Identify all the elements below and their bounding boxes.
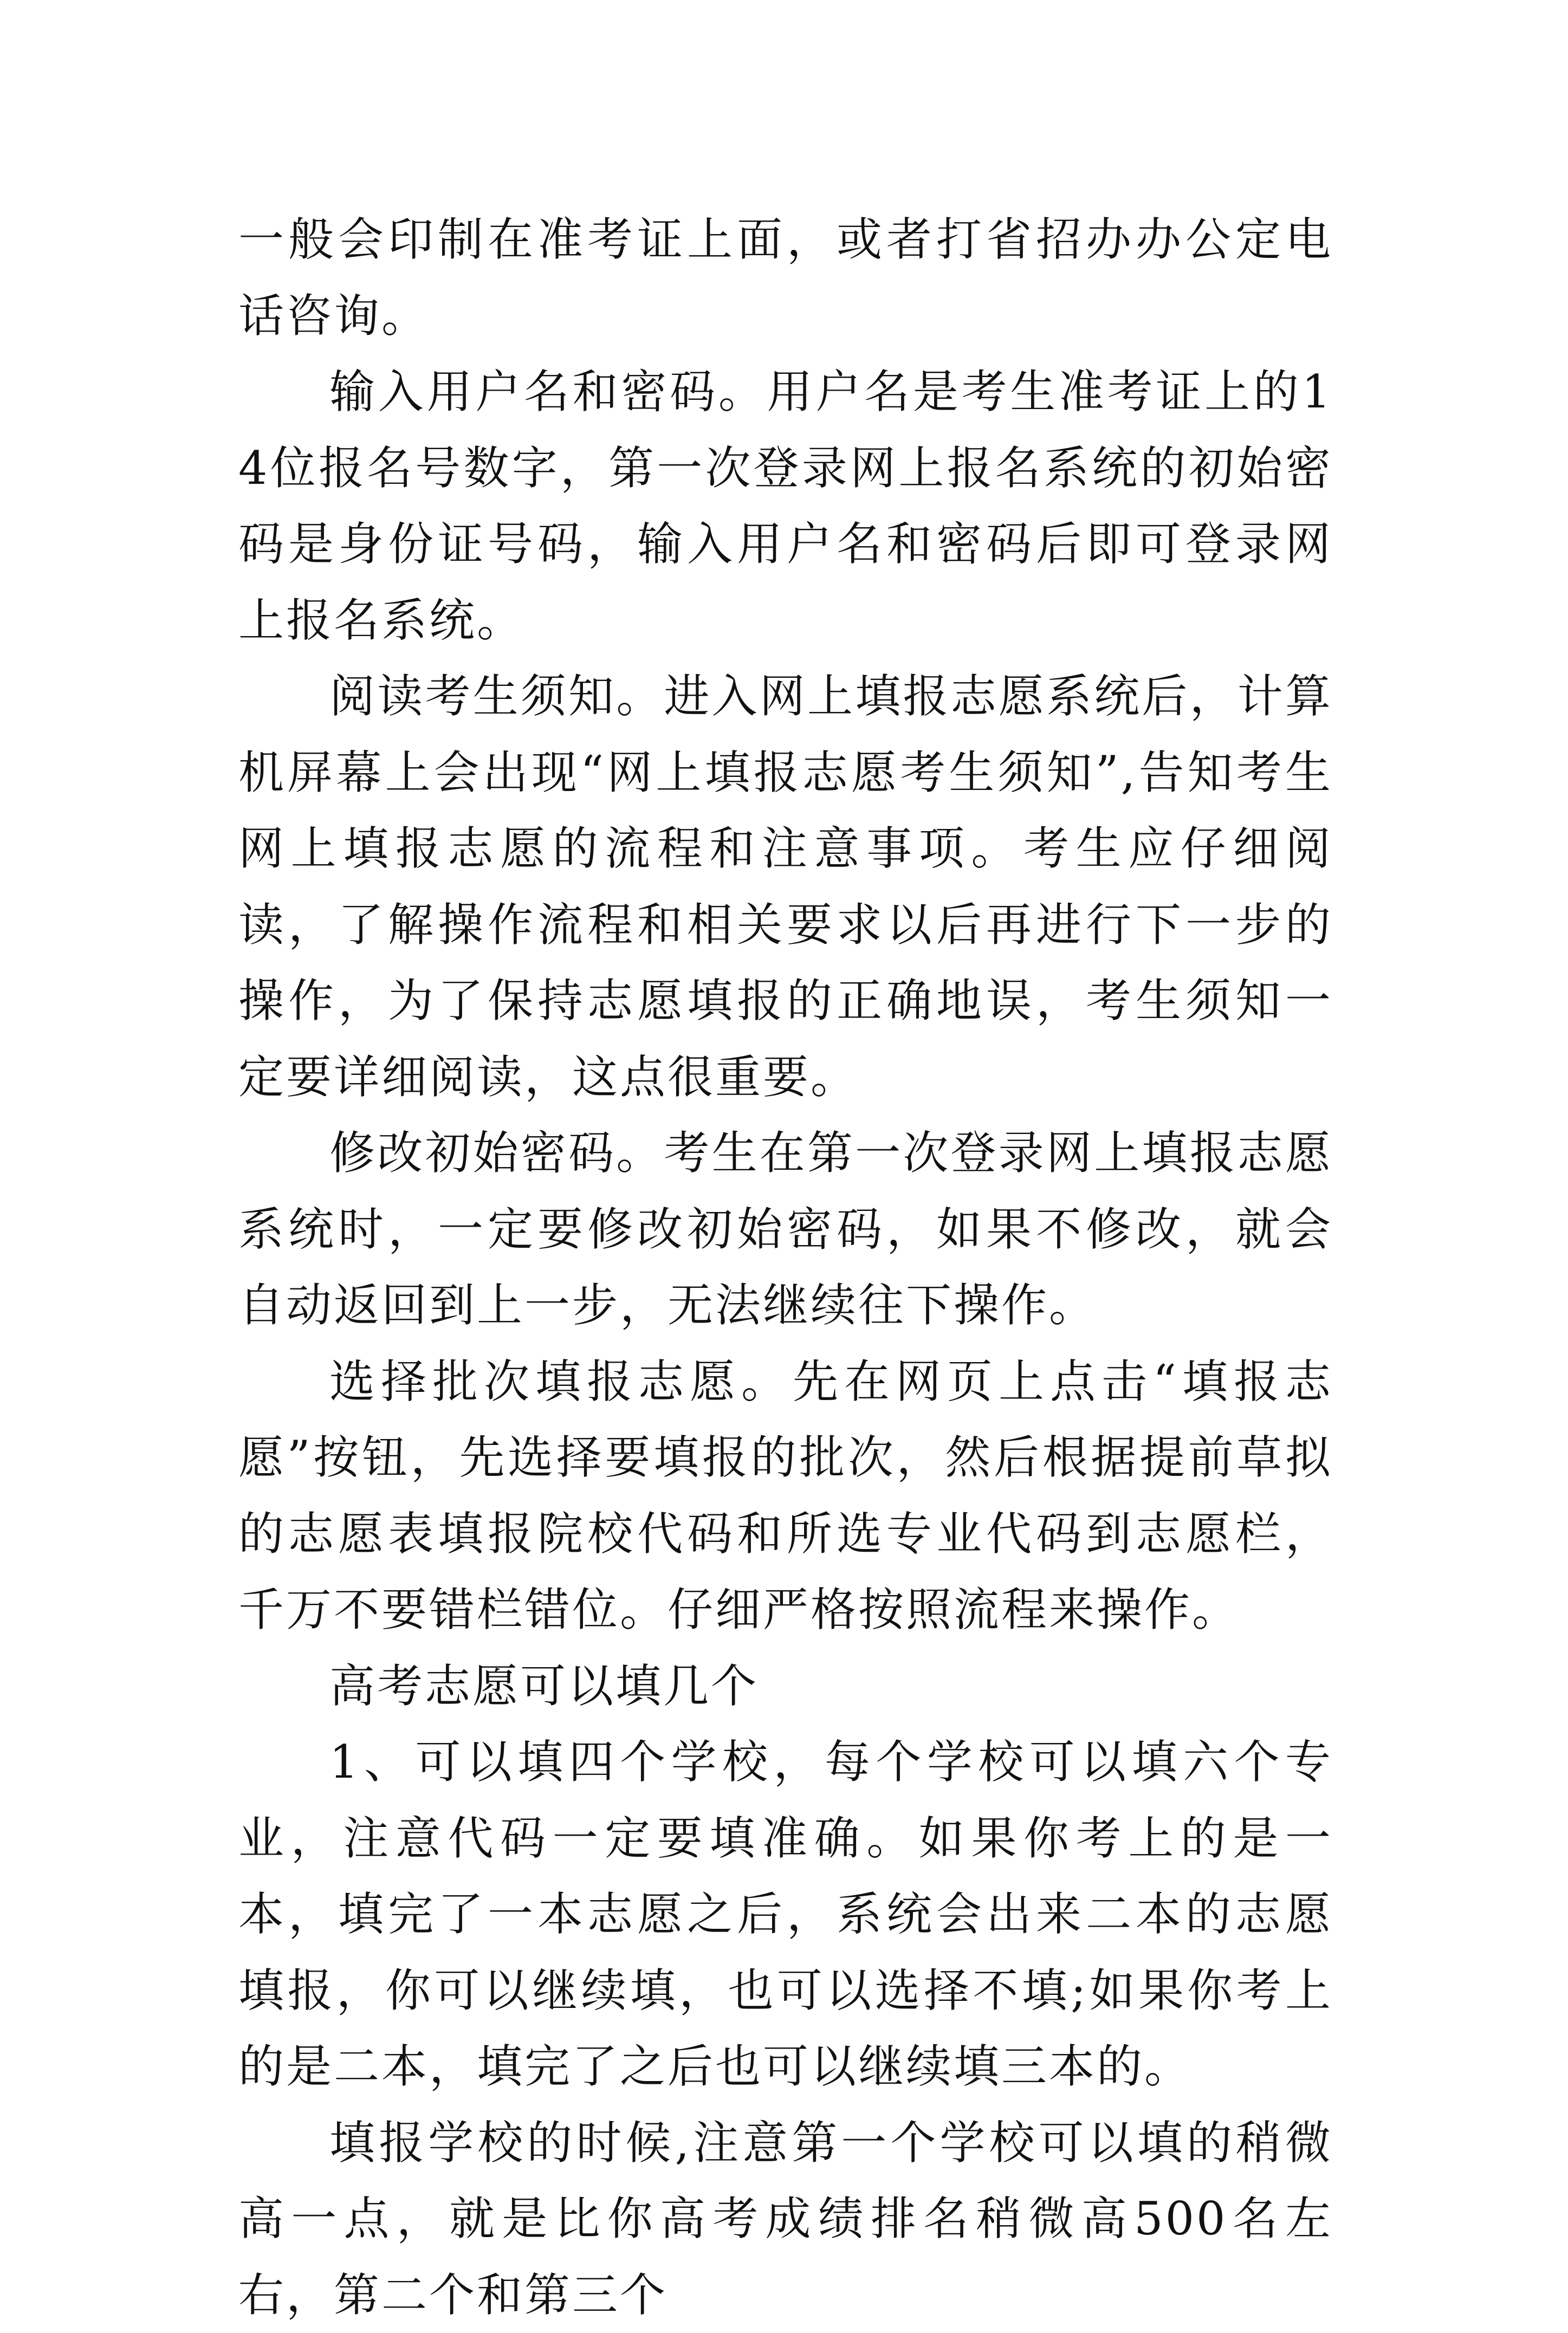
paragraph-item-1: 1、可以填四个学校，每个学校可以填六个专业，注意代码一定要填准确。如果你考上的是一本，填完了一本志愿之后，系统会出来二本的志愿填报，你可以继续填，也可以选择不填;如果你考上的是二本，填完了之后也可以继续填三本的。 (238, 1724, 1333, 2105)
paragraph-read-notice: 阅读考生须知。进入网上填报志愿系统后，计算机屏幕上会出现“网上填报志愿考生须知”,告知考生网上填报志愿的流程和注意事项。考生应仔细阅读，了解操作流程和相关要求以后再进行下一步的操作，为了保持志愿填报的正确地误，考生须知一定要详细阅读，这点很重要。 (238, 658, 1333, 1115)
section-heading: 高考志愿可以填几个 (238, 1648, 1333, 1725)
paragraph-change-password: 修改初始密码。考生在第一次登录网上填报志愿系统时，一定要修改初始密码，如果不修改，就会自动返回到上一步，无法继续往下操作。 (238, 1115, 1333, 1344)
document-body (238, 202, 1333, 2333)
paragraph-continuation: 一般会印制在准考证上面，或者打省招办办公定电话咨询。 (238, 202, 1333, 354)
paragraph-school-tips: 填报学校的时候,注意第一个学校可以填的稍微高一点，就是比你高考成绩排名稍微高500名左右，第二个和第三个 (238, 2105, 1333, 2333)
paragraph-select-batch: 选择批次填报志愿。先在网页上点击“填报志愿”按钮，先选择要填报的批次，然后根据提前草拟的志愿表填报院校代码和所选专业代码到志愿栏，千万不要错栏错位。仔细严格按照流程来操作。 (238, 1344, 1333, 1648)
paragraph-enter-username-password: 输入用户名和密码。用户名是考生准考证上的14位报名号数字，第一次登录网上报名系统的初始密码是身份证号码，输入用户名和密码后即可登录网上报名系统。 (238, 354, 1333, 658)
